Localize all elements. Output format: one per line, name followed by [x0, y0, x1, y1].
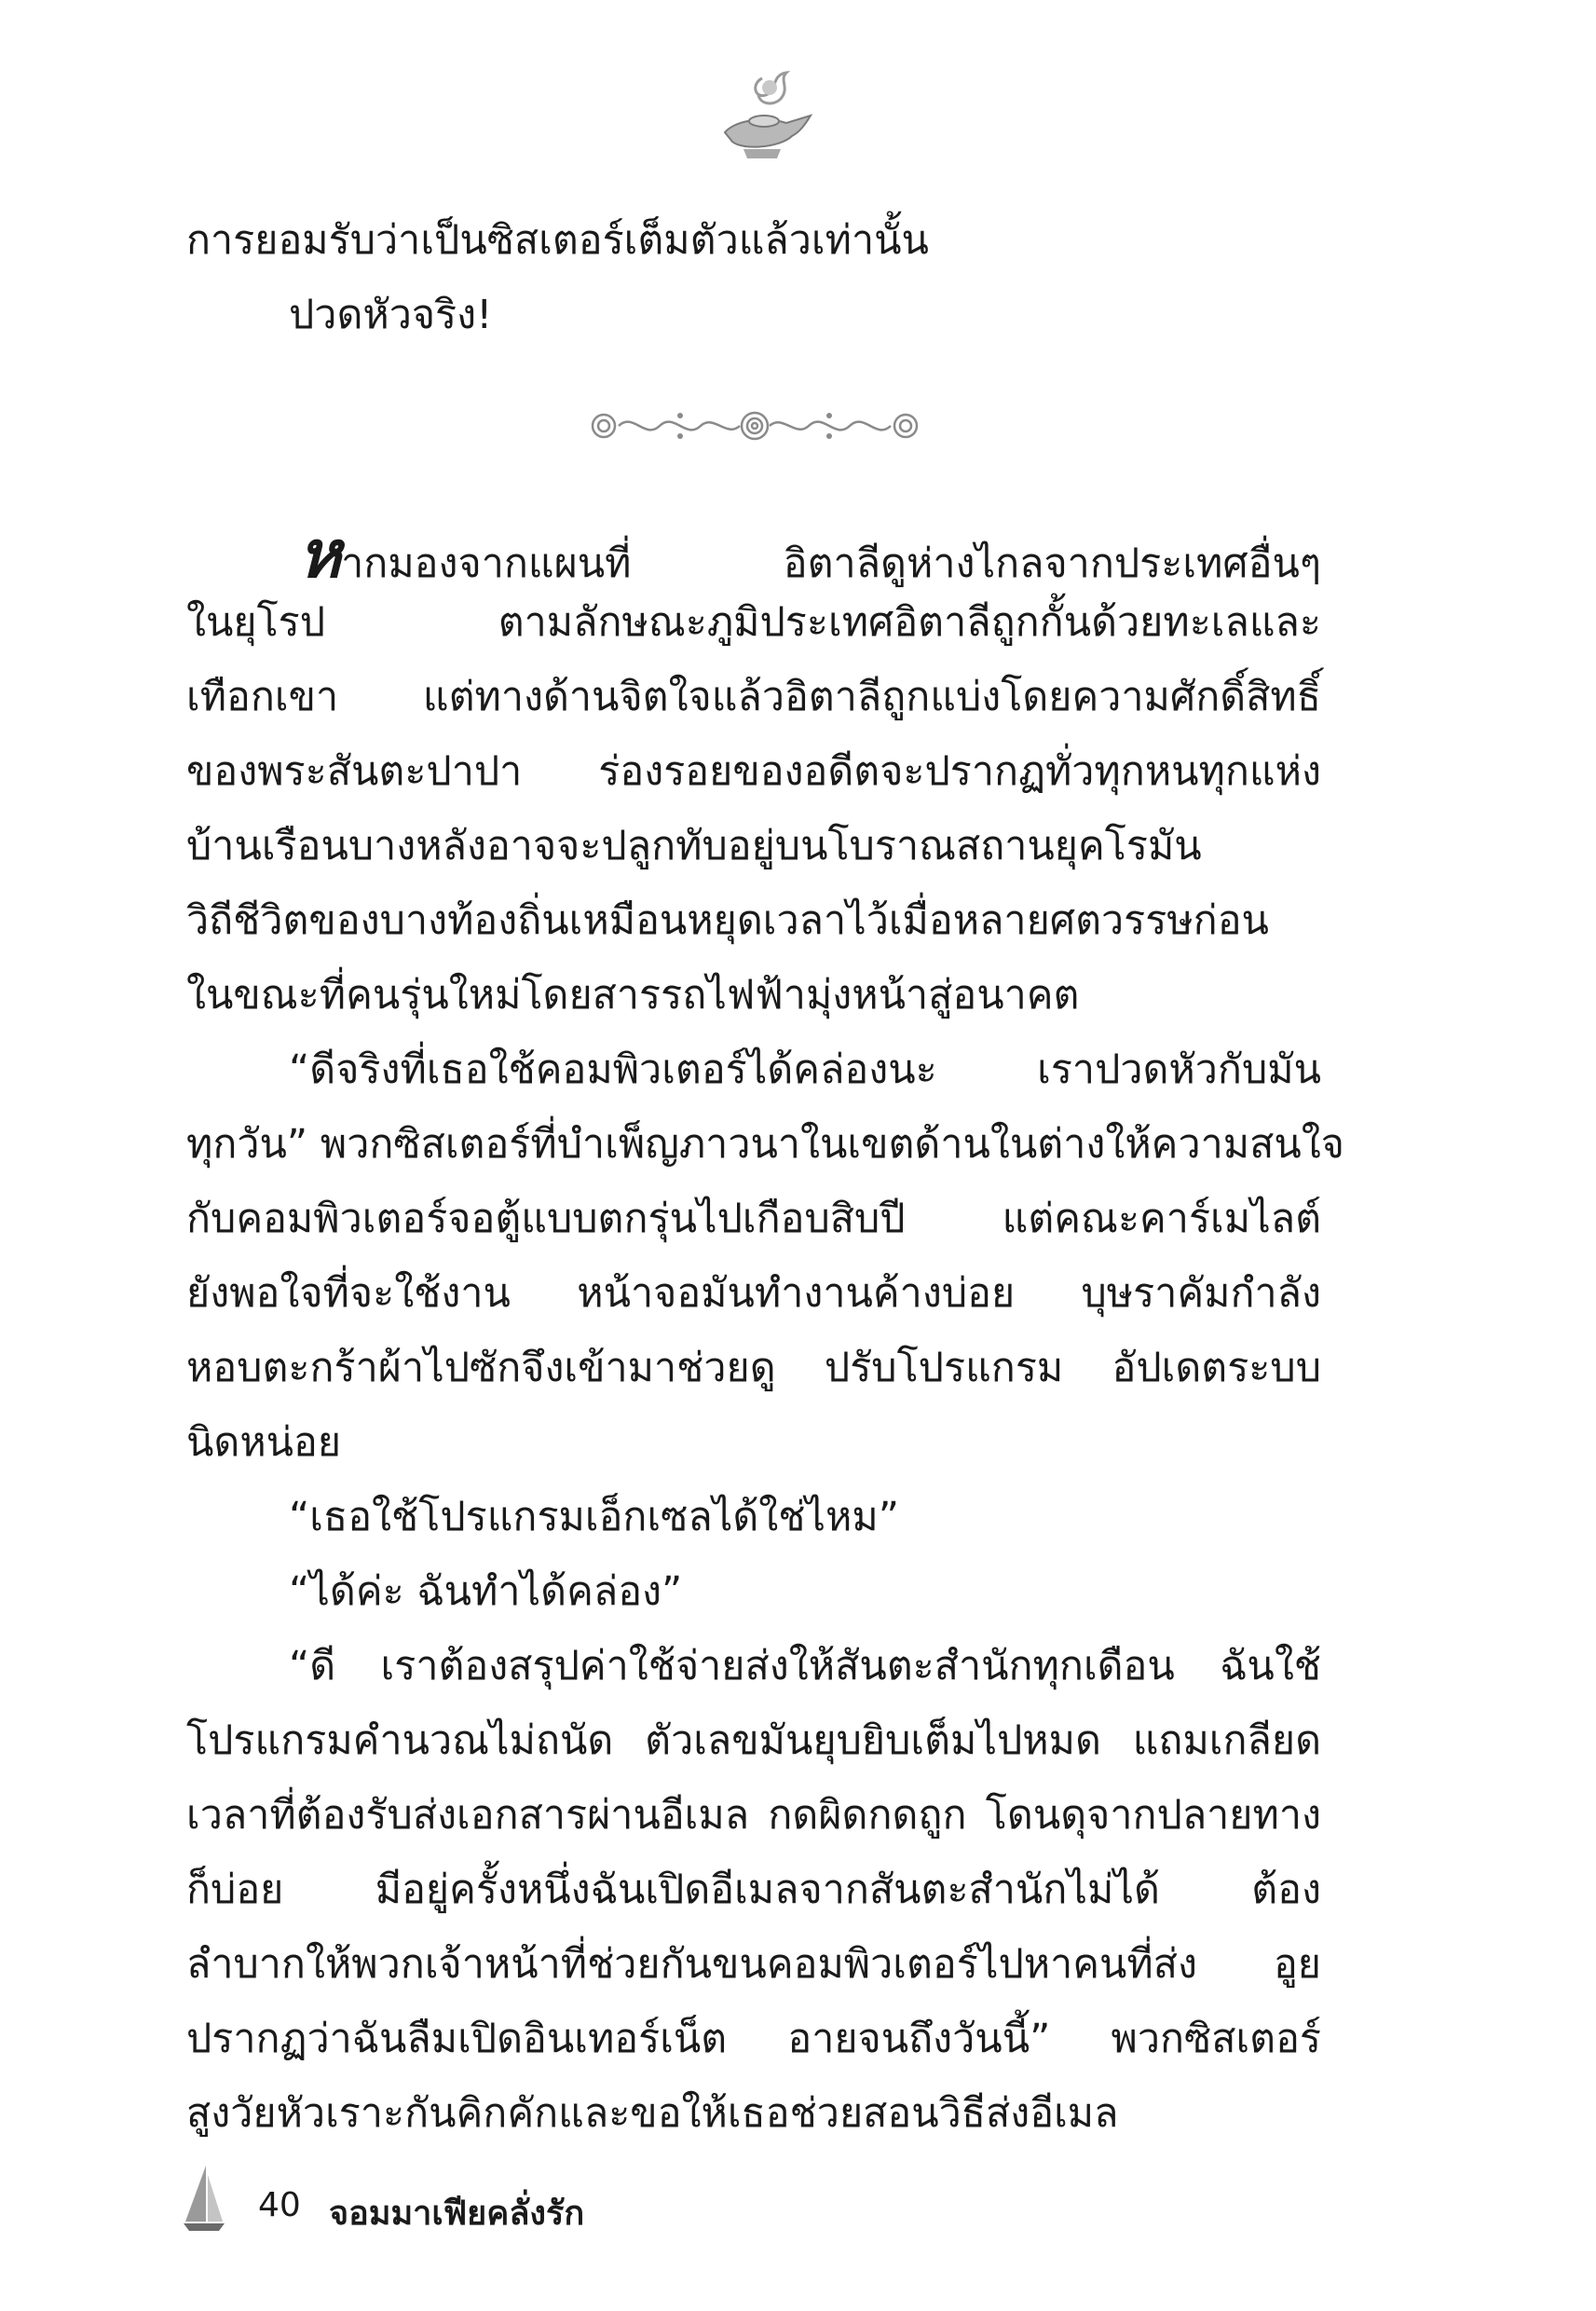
page-footer: [182, 2162, 834, 2246]
exclamation-line: ปวดหัวจริง!: [289, 292, 493, 338]
paragraph-first-line: [298, 516, 1321, 593]
paragraph-line: ก็บ่อย มีอยู่ครั้งหนึ่งฉันเปิดอีเมลจากสันตะสำนักไม่ได้ ต้อง: [186, 1867, 1321, 1913]
genie-lamp-icon: [706, 67, 827, 170]
paragraph-line: “ดี เราต้องสรุปค่าใช้จ่ายส่งให้สันตะสำนักทุกเดือน ฉันใช้: [289, 1643, 1321, 1689]
opening-line: การยอมรับว่าเป็นซิสเตอร์เต็มตัวแล้วเท่านั้น: [186, 217, 929, 264]
paragraph-line: กับคอมพิวเตอร์จอตู้แบบตกรุ่นไปเกือบสิบปี แต่คณะคาร์เมไลต์: [186, 1196, 1321, 1242]
paragraph-line: ทุกวัน” พวกซิสเตอร์ที่บำเพ็ญภาวนาในเขตด้านในต่างให้ความสนใจ: [186, 1121, 1344, 1168]
paragraph-line: วิถีชีวิตของบางท้องถิ่นเหมือนหยุดเวลาไว้เมื่อหลายศตวรรษก่อน: [186, 897, 1269, 944]
paragraph-line: หอบตะกร้าผ้าไปซักจึงเข้ามาช่วยดู ปรับโปรแกรม อัปเดตระบบ: [186, 1345, 1321, 1391]
dialogue-line: “ได้ค่ะ ฉันทำได้คล่อง”: [289, 1568, 683, 1615]
paragraph-line: สูงวัยหัวเราะกันคิกคักและขอให้เธอช่วยสอนวิธีส่งอีเมล: [186, 2090, 1119, 2137]
paragraph-line: โปรแกรมคำนวณไม่ถนัด ตัวเลขมันยุบยิบเต็มไปหมด แถมเกลียด: [186, 1717, 1321, 1764]
paragraph-line: ลำบากให้พวกเจ้าหน้าที่ช่วยกันขนคอมพิวเตอร์ไปหาคนที่ส่ง อูย: [186, 1941, 1321, 1988]
first-line-text: ากมองจากแผนที่ อิตาลีดูห่างไกลจากประเทศอื่นๆ: [341, 540, 1321, 587]
paragraph-line: บ้านเรือนบางหลังอาจจะปลูกทับอยู่บนโบราณสถานยุคโรมัน: [186, 823, 1202, 869]
section-divider-ornament: [587, 403, 922, 449]
paragraph-line: ในยุโรป ตามลักษณะภูมิประเทศอิตาลีถูกกั้นด้วยทะเลและ: [186, 599, 1321, 646]
paragraph-line: เทือกเขา แต่ทางด้านจิตใจแล้วอิตาลีถูกแบ่งโดยความศักดิ์สิทธิ์: [186, 674, 1321, 720]
paragraph-line: ปรากฏว่าฉันลืมเปิดอินเทอร์เน็ต อายจนถึงวันนี้” พวกซิสเตอร์: [186, 2016, 1321, 2062]
page-number: 40: [258, 2186, 301, 2224]
drop-cap: ห: [298, 516, 342, 593]
sailboat-icon: [182, 2162, 226, 2235]
paragraph-line: “ดีจริงที่เธอใช้คอมพิวเตอร์ได้คล่องนะ เราปวดหัวกับมัน: [289, 1046, 1321, 1093]
paragraph-line: ยังพอใจที่จะใช้งาน หน้าจอมันทำงานค้างบ่อย บุษราคัมกำลัง: [186, 1270, 1321, 1317]
paragraph-line: เวลาที่ต้องรับส่งเอกสารผ่านอีเมล กดผิดกดถูก โดนดุจากปลายทาง: [186, 1792, 1321, 1839]
dialogue-line: “เธอใช้โปรแกรมเอ็กเซลได้ใช่ไหม”: [289, 1494, 900, 1540]
paragraph-line: นิดหน่อย: [186, 1419, 342, 1466]
book-title: จอมมาเฟียคลั่งรัก: [329, 2195, 585, 2233]
paragraph-line: ในขณะที่คนรุ่นใหม่โดยสารรถไฟฟ้ามุ่งหน้าสู่อนาคต: [186, 972, 1080, 1019]
paragraph-line: ของพระสันตะปาปา ร่องรอยของอดีตจะปรากฏทั่วทุกหนทุกแห่ง: [186, 748, 1321, 795]
